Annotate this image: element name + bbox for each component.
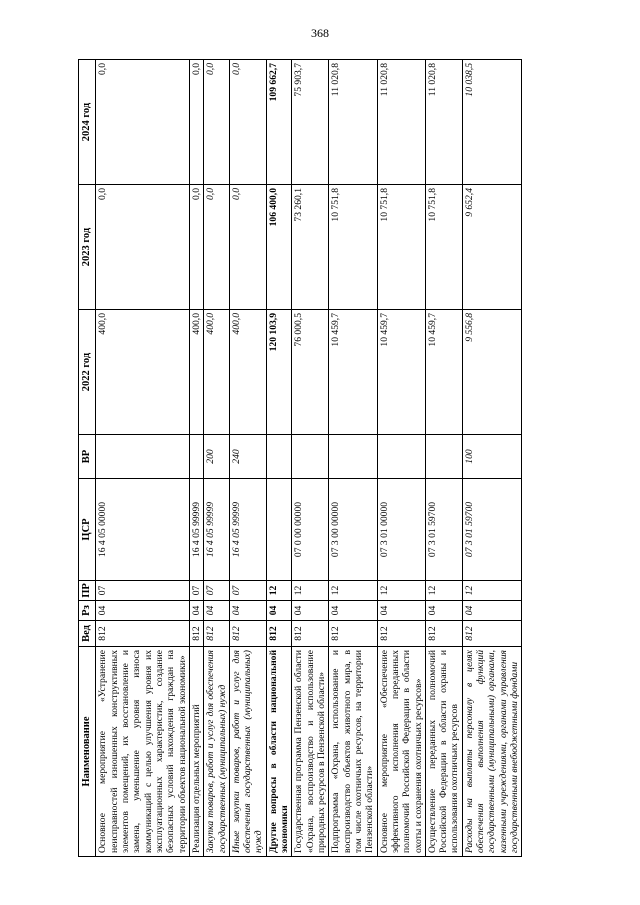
rz-cell: 04 <box>229 601 266 621</box>
table-body <box>96 60 522 857</box>
vr-cell <box>189 435 203 479</box>
csr-cell: 07 3 01 59700 <box>425 479 462 581</box>
year-2022-cell: 400,0 <box>204 310 230 435</box>
rz-cell: 04 <box>266 601 292 621</box>
ved-cell: 812 <box>329 621 377 647</box>
table-row <box>266 60 292 857</box>
ved-cell: 812 <box>189 621 203 647</box>
column-header: 2023 год <box>79 185 96 310</box>
header-row <box>79 60 96 857</box>
ved-cell: 812 <box>229 621 266 647</box>
year-2022-cell: 10 459,7 <box>425 310 462 435</box>
csr-cell <box>266 479 292 581</box>
vr-cell <box>425 435 462 479</box>
table-row <box>425 60 462 857</box>
year-2022-cell: 400,0 <box>96 310 190 435</box>
year-2022-cell: 10 459,7 <box>329 310 377 435</box>
table-row <box>96 60 190 857</box>
row-name-cell: Реализация отдельных мероприятий <box>189 647 203 857</box>
table-container <box>78 60 578 857</box>
ved-cell: 812 <box>266 621 292 647</box>
table-row <box>292 60 329 857</box>
year-2022-cell: 76 000,5 <box>292 310 329 435</box>
year-2023-cell: 10 751,8 <box>377 185 425 310</box>
pr-cell: 07 <box>96 581 190 601</box>
year-2023-cell: 0,0 <box>189 185 203 310</box>
ved-cell: 812 <box>462 621 522 647</box>
year-2022-cell: 400,0 <box>189 310 203 435</box>
column-header: Наименование <box>79 647 96 857</box>
pr-cell: 12 <box>462 581 522 601</box>
csr-cell: 16 4 05 00000 <box>96 479 190 581</box>
rz-cell: 04 <box>204 601 230 621</box>
row-name-cell: Расходы на выплаты персоналу в целях обеспечения выполнения функций государственными (муниципальными) органами, казенными учреждениями, органами управления государственными внебюджетными фондами <box>462 647 522 857</box>
row-name-cell: Другие вопросы в области национальной экономики <box>266 647 292 857</box>
column-header: ЦСР <box>79 479 96 581</box>
csr-cell: 07 3 01 00000 <box>377 479 425 581</box>
year-2024-cell: 0,0 <box>96 60 190 185</box>
row-name-cell: Подпрограмма «Охрана, использование и воспроизводство объектов животного мира, в том числе охотничьих ресурсов, на территории Пензенской области» <box>329 647 377 857</box>
row-name-cell: Государственная программа Пензенской области «Охрана, воспроизводство и использование природных ресурсов в Пензенской области» <box>292 647 329 857</box>
vr-cell <box>292 435 329 479</box>
table-row <box>329 60 377 857</box>
rotated-table-frame <box>78 60 578 857</box>
vr-cell <box>329 435 377 479</box>
csr-cell: 07 3 01 59700 <box>462 479 522 581</box>
column-header: ВР <box>79 435 96 479</box>
pr-cell: 12 <box>292 581 329 601</box>
table-row <box>377 60 425 857</box>
year-2023-cell: 73 260,1 <box>292 185 329 310</box>
ved-cell: 812 <box>204 621 230 647</box>
ved-cell: 812 <box>96 621 190 647</box>
vr-cell: 240 <box>229 435 266 479</box>
ved-cell: 812 <box>292 621 329 647</box>
year-2024-cell: 0,0 <box>189 60 203 185</box>
rz-cell: 04 <box>329 601 377 621</box>
rz-cell: 04 <box>462 601 522 621</box>
csr-cell: 16 4 05 99999 <box>204 479 230 581</box>
column-header: 2024 год <box>79 60 96 185</box>
row-name-cell: Закупка товаров, работ и услуг для обеспечения государственных (муниципальных) нужд <box>204 647 230 857</box>
row-name-cell: Иные закупки товаров, работ и услуг для обеспечения государственных (муниципальных) нужд <box>229 647 266 857</box>
vr-cell <box>96 435 190 479</box>
year-2024-cell: 75 903,7 <box>292 60 329 185</box>
ved-cell: 812 <box>425 621 462 647</box>
csr-cell: 07 0 00 00000 <box>292 479 329 581</box>
row-name-cell: Осуществление переданных полномочий Российской Федерации в области охраны и использования охотничьих ресурсов <box>425 647 462 857</box>
pr-cell: 12 <box>377 581 425 601</box>
column-header: Вед <box>79 621 96 647</box>
year-2024-cell: 0,0 <box>229 60 266 185</box>
year-2023-cell: 0,0 <box>229 185 266 310</box>
year-2022-cell: 10 459,7 <box>377 310 425 435</box>
pr-cell: 12 <box>425 581 462 601</box>
vr-cell <box>377 435 425 479</box>
year-2024-cell: 0,0 <box>204 60 230 185</box>
pr-cell: 07 <box>204 581 230 601</box>
column-header: Рз <box>79 601 96 621</box>
rz-cell: 04 <box>292 601 329 621</box>
table-row <box>189 60 203 857</box>
ved-cell: 812 <box>377 621 425 647</box>
rz-cell: 04 <box>425 601 462 621</box>
year-2024-cell: 11 020,8 <box>425 60 462 185</box>
csr-cell: 16 4 05 99999 <box>229 479 266 581</box>
year-2023-cell: 9 652,4 <box>462 185 522 310</box>
table-row <box>204 60 230 857</box>
rz-cell: 04 <box>96 601 190 621</box>
row-name-cell: Основное мероприятие «Обеспечение эффективного исполнения переданных полномочий Российской Федерации в области охоты и сохранения охотничьих ресурсов» <box>377 647 425 857</box>
row-name-cell: Основное мероприятие «Устранение неисправностей изношенных конструктивных элементов помещений, их восстановление и замена, уменьшение уровня износа коммуникаций с целью улучшения уровня их эксплуатационных характеристик, создание безопасных условий нахождения граждан на территории объектов национальной экономики» <box>96 647 190 857</box>
year-2023-cell: 106 400,0 <box>266 185 292 310</box>
table-row <box>462 60 522 857</box>
year-2022-cell: 400,0 <box>229 310 266 435</box>
year-2023-cell: 0,0 <box>204 185 230 310</box>
pr-cell: 12 <box>266 581 292 601</box>
year-2023-cell: 0,0 <box>96 185 190 310</box>
year-2023-cell: 10 751,8 <box>425 185 462 310</box>
vr-cell: 100 <box>462 435 522 479</box>
table-row <box>229 60 266 857</box>
csr-cell: 16 4 05 99999 <box>189 479 203 581</box>
year-2024-cell: 10 038,5 <box>462 60 522 185</box>
column-header: 2022 год <box>79 310 96 435</box>
rz-cell: 04 <box>377 601 425 621</box>
column-header: ПР <box>79 581 96 601</box>
year-2024-cell: 11 020,8 <box>377 60 425 185</box>
year-2022-cell: 9 556,8 <box>462 310 522 435</box>
pr-cell: 07 <box>229 581 266 601</box>
year-2022-cell: 120 103,9 <box>266 310 292 435</box>
year-2023-cell: 10 751,8 <box>329 185 377 310</box>
budget-table <box>78 59 522 857</box>
csr-cell: 07 3 00 00000 <box>329 479 377 581</box>
vr-cell: 200 <box>204 435 230 479</box>
pr-cell: 12 <box>329 581 377 601</box>
rz-cell: 04 <box>189 601 203 621</box>
page-number: 368 <box>311 26 329 40</box>
vr-cell <box>266 435 292 479</box>
pr-cell: 07 <box>189 581 203 601</box>
year-2024-cell: 11 020,8 <box>329 60 377 185</box>
year-2024-cell: 109 662,7 <box>266 60 292 185</box>
